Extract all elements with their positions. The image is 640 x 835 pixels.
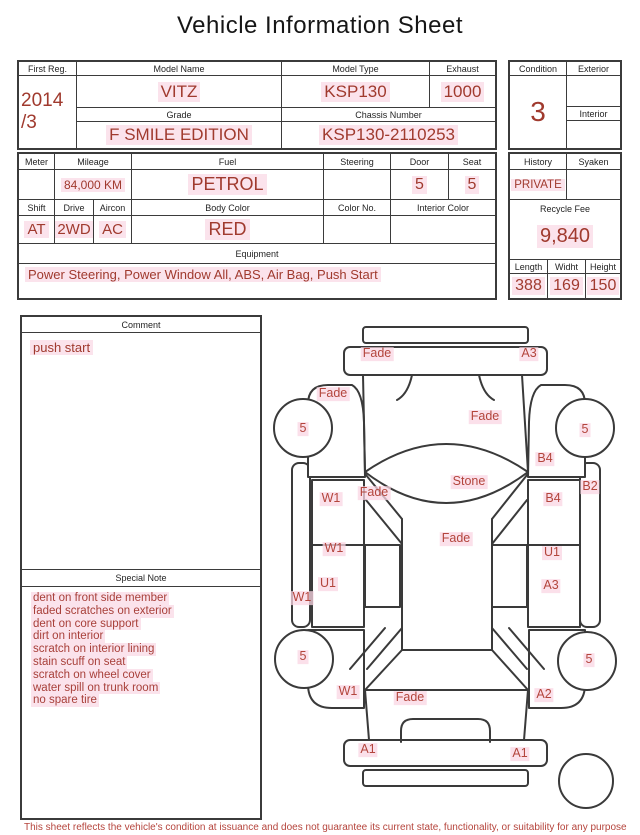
steering-header: Steering [324, 154, 391, 170]
right-front-door [528, 480, 580, 545]
diagram-damage-label: 5 [585, 652, 593, 667]
diagram-damage-label: 5 [581, 422, 589, 437]
diagram-damage-label: 5 [299, 649, 307, 664]
model-type-header: Model Type [282, 62, 430, 76]
grade-value: F SMILE EDITION [77, 122, 282, 148]
meter-value [19, 170, 55, 200]
diagram-damage-label: W1 [324, 541, 344, 556]
special-note-item: dent on front side member [33, 592, 168, 604]
rear-deck-detail [401, 719, 490, 742]
syaken-value [567, 170, 620, 200]
comment-body [22, 333, 260, 569]
length-value: 388 [510, 274, 548, 298]
front-bumper-lip [363, 327, 528, 343]
rear-bumper-lip [363, 770, 528, 786]
condition-box [508, 60, 622, 150]
comment-header: Comment [22, 317, 260, 333]
special-note-header: Special Note [22, 569, 260, 587]
mileage-value: 84,000 KM [55, 170, 132, 200]
special-note-item: dirt on interior [33, 630, 104, 643]
exterior-header: Exterior [567, 62, 620, 76]
door-value: 5 [391, 170, 449, 200]
diagram-damage-label: A3 [543, 578, 559, 593]
seat-header: Seat [449, 154, 495, 170]
shift-header: Shift [19, 200, 55, 216]
model-name-header: Model Name [77, 62, 282, 76]
diagram-damage-label: Fade [441, 531, 471, 546]
rear-glass [365, 650, 528, 690]
comment-text: push start [30, 340, 93, 355]
equipment-value: Power Steering, Power Window All, ABS, Air Bag, Push Start [19, 264, 495, 298]
diagram-damage-label: A1 [360, 742, 376, 757]
shift-value: AT [19, 216, 55, 244]
syaken-header: Syaken [567, 154, 620, 170]
special-note-item: scratch on interior lining [33, 643, 155, 656]
first-reg-value: 2014 /3 [19, 76, 77, 148]
first-reg-header: First Reg. [19, 62, 77, 76]
interior-value [567, 121, 620, 148]
hood-arc-left [397, 375, 412, 400]
left-b-pillar [365, 545, 400, 607]
diagram-damage-label: A1 [512, 746, 528, 761]
special-note-item: no spare tire [33, 694, 97, 707]
special-note-item: faded scratches on exterior [33, 604, 172, 617]
color-no-header: Color No. [324, 200, 391, 216]
hood-right-edge [522, 375, 528, 472]
diagram-damage-label: A2 [536, 687, 552, 702]
special-note-list [22, 587, 260, 712]
meter-header: Meter [19, 154, 55, 170]
grade-header: Grade [77, 108, 282, 122]
disclaimer: This sheet reflects the vehicle's condition at issuance and does not guarantee its current state, functionality, or suitability for any purpose [24, 822, 627, 833]
model-name-value: VITZ [77, 76, 282, 108]
info-table [17, 60, 497, 150]
exhaust-header: Exhaust [430, 62, 495, 76]
diagram-damage-label: B4 [545, 491, 561, 506]
height-header: Height [586, 260, 620, 274]
chassis-number-value: KSP130-2110253 [282, 122, 495, 148]
diagram-damage-label: Fade [395, 690, 425, 705]
seat-value: 5 [449, 170, 495, 200]
chassis-number-header: Chassis Number [282, 108, 495, 122]
body-color-value: RED [132, 216, 324, 244]
left-front-door [312, 480, 364, 545]
diagram-damage-label: Stone [452, 474, 486, 489]
diagram-damage-label: Fade [318, 386, 348, 401]
diagram-damage-label: W1 [338, 684, 358, 699]
diagram-damage-label: U1 [544, 545, 560, 560]
length-header: Length [510, 260, 548, 274]
diagram-damage-label: W1 [292, 590, 312, 605]
mileage-header: Mileage [55, 154, 132, 170]
diagram-damage-label: A3 [521, 346, 537, 361]
model-type-value: KSP130 [282, 76, 430, 108]
height-value: 150 [586, 274, 620, 298]
steering-value [324, 170, 391, 200]
special-note-item: scratch on wheel cover [33, 668, 151, 681]
width-header: Widht [548, 260, 586, 274]
drive-header: Drive [55, 200, 94, 216]
drive-value: 2WD [55, 216, 94, 244]
special-note-item: stain scuff on seat [33, 655, 126, 668]
hood-arc-right [479, 375, 494, 400]
history-value: PRIVATE [510, 170, 567, 200]
width-value: 169 [548, 274, 586, 298]
special-note-item: dent on core support [33, 617, 139, 630]
diagram-damage-label: Fade [362, 346, 392, 361]
history-header: History [510, 154, 567, 170]
condition-header: Condition [510, 62, 567, 76]
diagram-damage-label: Fade [359, 485, 389, 500]
interior-color-value [391, 216, 495, 244]
diagram-damage-label: Fade [470, 409, 500, 424]
car-damage-diagram [268, 312, 638, 812]
interior-color-header: Interior Color [391, 200, 495, 216]
page-title: Vehicle Information Sheet [176, 12, 463, 39]
door-header: Door [391, 154, 449, 170]
exhaust-value: 1000 [430, 76, 495, 108]
right-b-pillar [492, 545, 527, 607]
aircon-header: Aircon [94, 200, 132, 216]
diagram-damage-label: W1 [321, 491, 341, 506]
fuel-value: PETROL [132, 170, 324, 200]
diagram-damage-label: U1 [320, 576, 336, 591]
diagram-damage-label: B4 [537, 451, 553, 466]
condition-value: 3 [510, 76, 567, 148]
equipment-header: Equipment [19, 244, 495, 264]
spare-wheel [559, 754, 613, 808]
recycle-fee-header: Recycle Fee [539, 204, 591, 214]
color-no-value [324, 216, 391, 244]
spec-table [17, 152, 497, 300]
body-color-header: Body Color [132, 200, 324, 216]
diagram-damage-label: 5 [299, 421, 307, 436]
recycle-fee-cell [510, 200, 620, 260]
diagram-damage-label: B2 [582, 479, 598, 494]
exterior-value [567, 76, 620, 107]
fuel-header: Fuel [132, 154, 324, 170]
rear-deck-sides [365, 690, 528, 740]
aircon-value: AC [94, 216, 132, 244]
recycle-fee-value: 9,840 [510, 214, 620, 259]
special-note-item: water spill on trunk room [33, 681, 159, 694]
comment-box [20, 315, 262, 820]
interior-header: Interior [567, 107, 620, 121]
history-box [508, 152, 622, 300]
